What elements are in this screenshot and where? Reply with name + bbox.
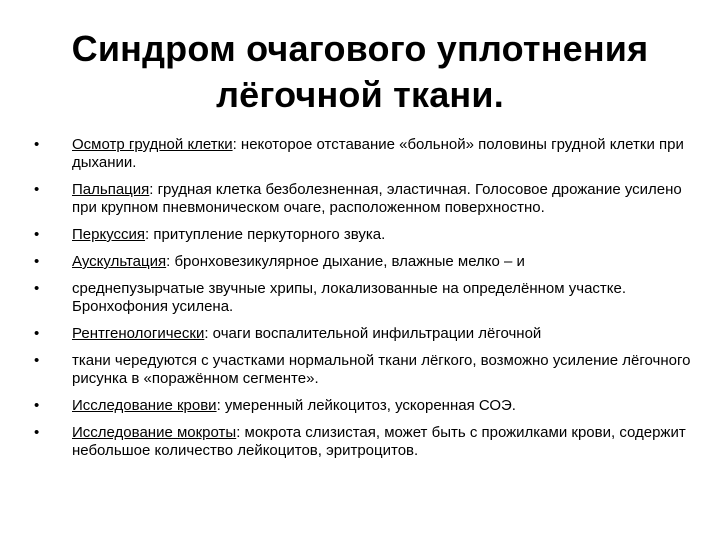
bullet-item-palpation [34,181,704,217]
bullet-term: Аускультация [72,253,167,270]
slide-title-line-1: Синдром очагового уплотнения [71,28,649,69]
bullet-text: : некоторое отставание «больной» половины грудной клетки при дыхании. [72,136,684,171]
bullet-text: : притупление перкуторного звука. [145,226,386,243]
bullet-dot-icon: • [34,280,40,297]
bullet-term: Исследование крови [72,397,217,414]
bullet-dot-icon: • [34,325,40,342]
bullet-term: Перкуссия [72,226,146,243]
bullet-text: : очаги воспалительной инфильтрации лёгочной [204,325,542,342]
bullet-item-blood-test [34,397,704,415]
bullet-text: ткани чередуются с участками нормальной ткани лёгкого, возможно усиление лёгочного рисунка в «поражённом сегменте». [72,352,691,387]
bullet-dot-icon: • [34,352,40,369]
bullet-item-percussion [34,226,704,244]
bullet-dot-icon: • [34,253,40,270]
bullet-item-tissue [34,352,704,388]
bullet-dot-icon: • [34,136,40,153]
bullet-term: Осмотр грудной клетки [72,136,233,153]
bullet-term: Исследование мокроты [72,424,237,441]
bullet-item-rales [34,280,704,316]
bullet-dot-icon: • [34,226,40,243]
bullet-text: : мокрота слизистая, может быть с прожилками крови, содержит небольшое количество лейкоцитов, эритроцитов. [72,424,686,459]
bullet-term: Пальпация [72,181,150,198]
bullet-dot-icon: • [34,424,40,441]
bullet-text: среднепузырчатые звучные хрипы, локализованные на определённом участке. Бронхофония усилена. [72,280,627,315]
bullet-list [34,136,704,469]
bullet-text: : умеренный лейкоцитоз, ускоренная СОЭ. [216,397,516,414]
bullet-item-sputum-test [34,424,704,460]
bullet-dot-icon: • [34,181,40,198]
bullet-term: Рентгенологически [72,325,205,342]
bullet-text: : грудная клетка безболезненная, эластичная. Голосовое дрожание усилено при крупном пневмоническом очаге, расположенном поверхностно. [72,181,682,216]
bullet-text: : бронховезикулярное дыхание, влажные мелко – и [166,253,525,270]
slide-title-line-2: лёгочной ткани. [216,74,504,115]
bullet-item-radiology [34,325,704,343]
bullet-item-chest-inspection [34,136,704,172]
bullet-dot-icon: • [34,397,40,414]
bullet-item-auscultation [34,253,704,271]
slide-title [20,26,700,118]
